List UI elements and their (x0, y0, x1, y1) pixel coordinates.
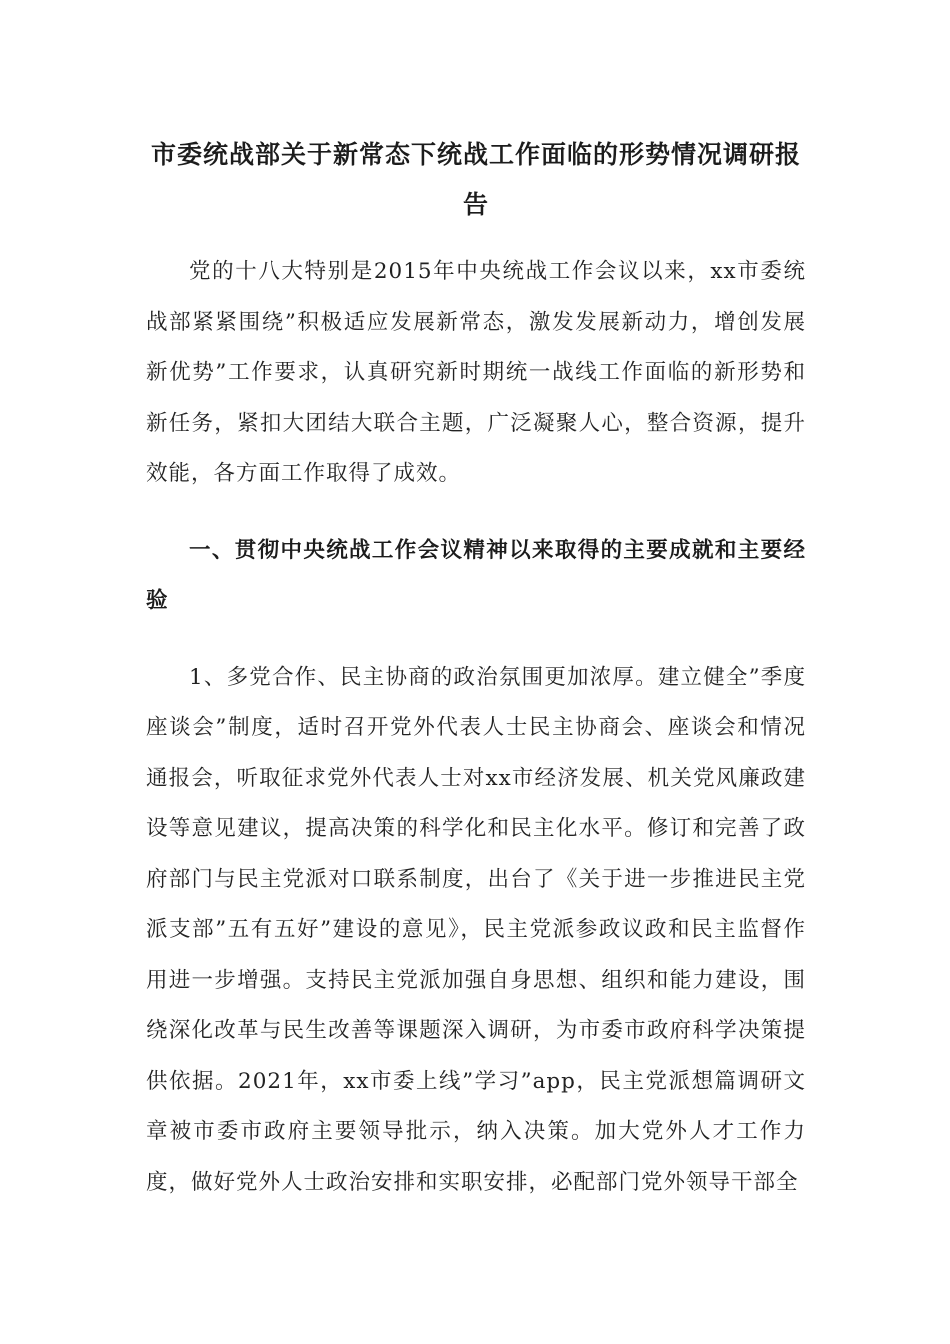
body-paragraph: 1、多党合作、民主协商的政治氛围更加浓厚。建立健全”季度座谈会”制度，适时召开党外代表人士民主协商会、座谈会和情况通报会，听取征求党外代表人士对xx市经济发展、机关党风廉政建设等意见建议，提高决策的科学化和民主化水平。修订和完善了政府部门与民主党派对口联系制度，出台了《关于进一步推进民主党派支部”五有五好”建设的意见》，民主党派参政议政和民主监督作用进一步增强。支持民主党派加强自身思想、组织和能力建设，围绕深化改革与民生改善等课题深入调研，为市委市政府科学决策提供依据。2021年，xx市委上线”学习”app，民主党派想篇调研文章被市委市政府主要领导批示，纳入决策。加大党外人才工作力度，做好党外人士政治安排和实职安排，必配部门党外领导干部全 (146, 664, 806, 1195)
document-body (146, 130, 806, 1208)
intro-paragraph: 党的十八大特别是2015年中央统战工作会议以来，xx市委统战部紧紧围绕”积极适应发展新常态，激发发展新动力，增创发展新优势”工作要求，认真研究新时期统一战线工作面临的新形势和新任务，紧扣大团结大联合主题，广泛凝聚人心，整合资源，提升效能，各方面工作取得了成效。 (146, 259, 806, 486)
document-title: 市委统战部关于新常态下统战工作面临的形势情况调研报告 (150, 140, 801, 219)
section-heading: 一、贯彻中央统战工作会议精神以来取得的主要成就和主要经验 (146, 537, 806, 613)
